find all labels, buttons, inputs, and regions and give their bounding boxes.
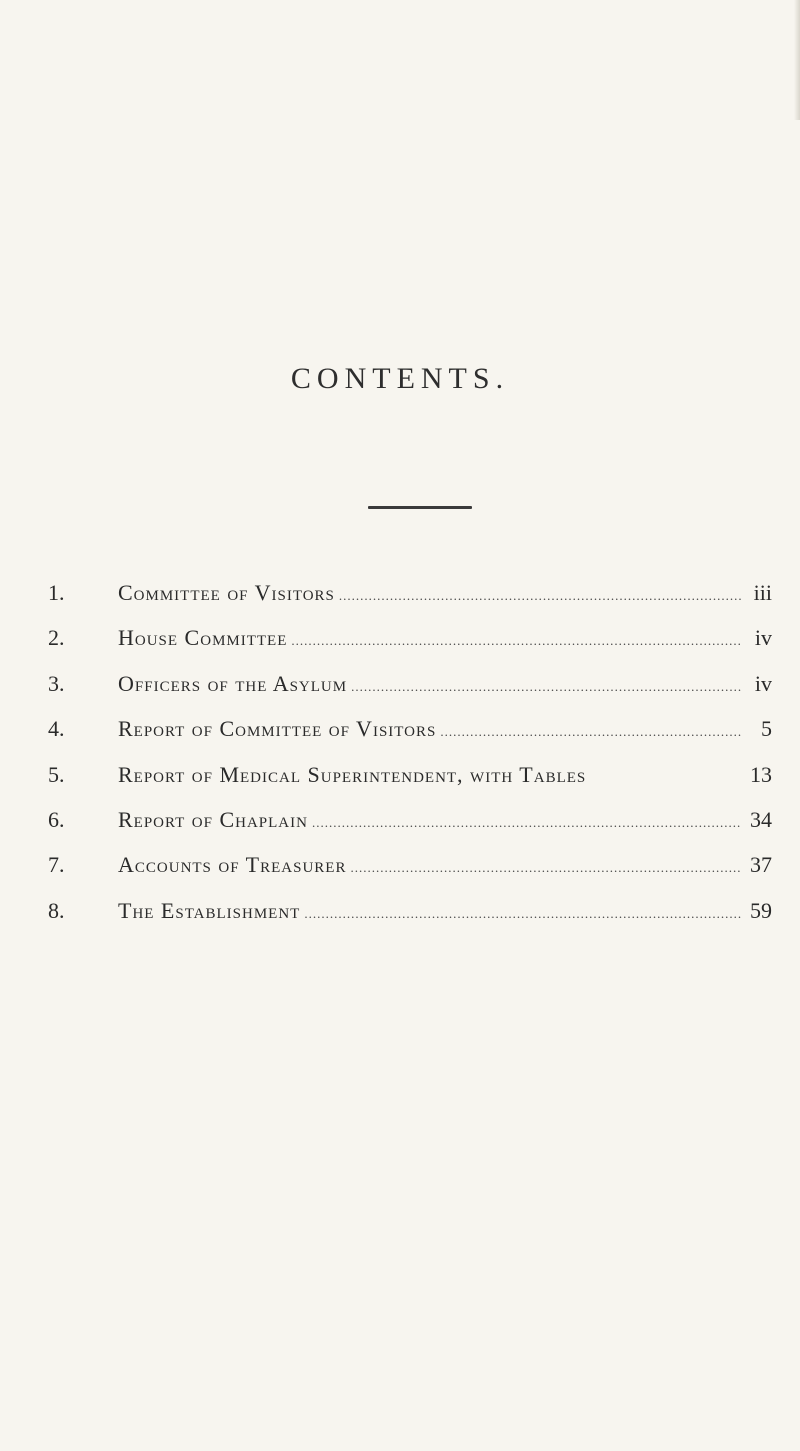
page-title: CONTENTS. [290, 362, 510, 395]
dot-leader [291, 633, 742, 649]
toc-entry-number: 6. [48, 806, 65, 832]
toc-entry-label: Committee of Visitors [118, 580, 335, 605]
toc-entry-page: 13 [750, 761, 772, 787]
dot-leader [304, 906, 742, 922]
title-rule [368, 506, 472, 509]
toc-entry-page: iv [754, 625, 772, 651]
toc-entry-page: 5 [761, 716, 772, 742]
toc-entry-label: Officers of the Asylum [118, 670, 348, 696]
toc-entry-4[interactable] [48, 716, 772, 761]
toc-entry-2[interactable] [48, 625, 772, 670]
toc-entry-label: Accounts of Treasurer [118, 852, 347, 878]
toc-entry-5[interactable] [48, 762, 772, 807]
toc-entry-7[interactable] [48, 852, 772, 897]
dot-leader [440, 724, 742, 740]
toc-entry-number: 5. [48, 761, 65, 787]
toc-entry-page: iii [753, 580, 772, 605]
toc-entry-number: 8. [48, 897, 65, 923]
toc-entry-label: Report of Medical Superintendent, with Tables [118, 761, 587, 787]
toc-entry-number: 1. [48, 580, 65, 605]
toc-entry-page: iv [754, 670, 772, 696]
dot-leader [312, 815, 742, 831]
toc-entry-page: 37 [750, 852, 772, 878]
toc-entry-8[interactable] [48, 898, 772, 943]
toc-entry-page: 59 [750, 897, 772, 923]
toc-entry-number: 3. [48, 670, 65, 696]
toc-entry-1[interactable] [48, 580, 772, 625]
toc-entry-label: The Establishment [118, 897, 301, 923]
toc-entry-6[interactable] [48, 807, 772, 852]
toc-entry-number: 2. [48, 625, 65, 651]
toc-entry-label: Report of Chaplain [118, 806, 308, 832]
dot-leader [339, 588, 742, 604]
table-of-contents [48, 580, 772, 943]
toc-entry-number: 7. [48, 852, 65, 878]
toc-entry-label: House Committee [118, 625, 288, 651]
toc-entry-3[interactable] [48, 671, 772, 716]
page-edge-shadow [794, 0, 800, 120]
toc-entry-label: Report of Committee of Visitors [118, 716, 437, 742]
toc-entry-number: 4. [48, 716, 65, 742]
dot-leader [350, 860, 742, 876]
toc-entry-page: 34 [750, 806, 772, 832]
dot-leader [351, 679, 742, 695]
